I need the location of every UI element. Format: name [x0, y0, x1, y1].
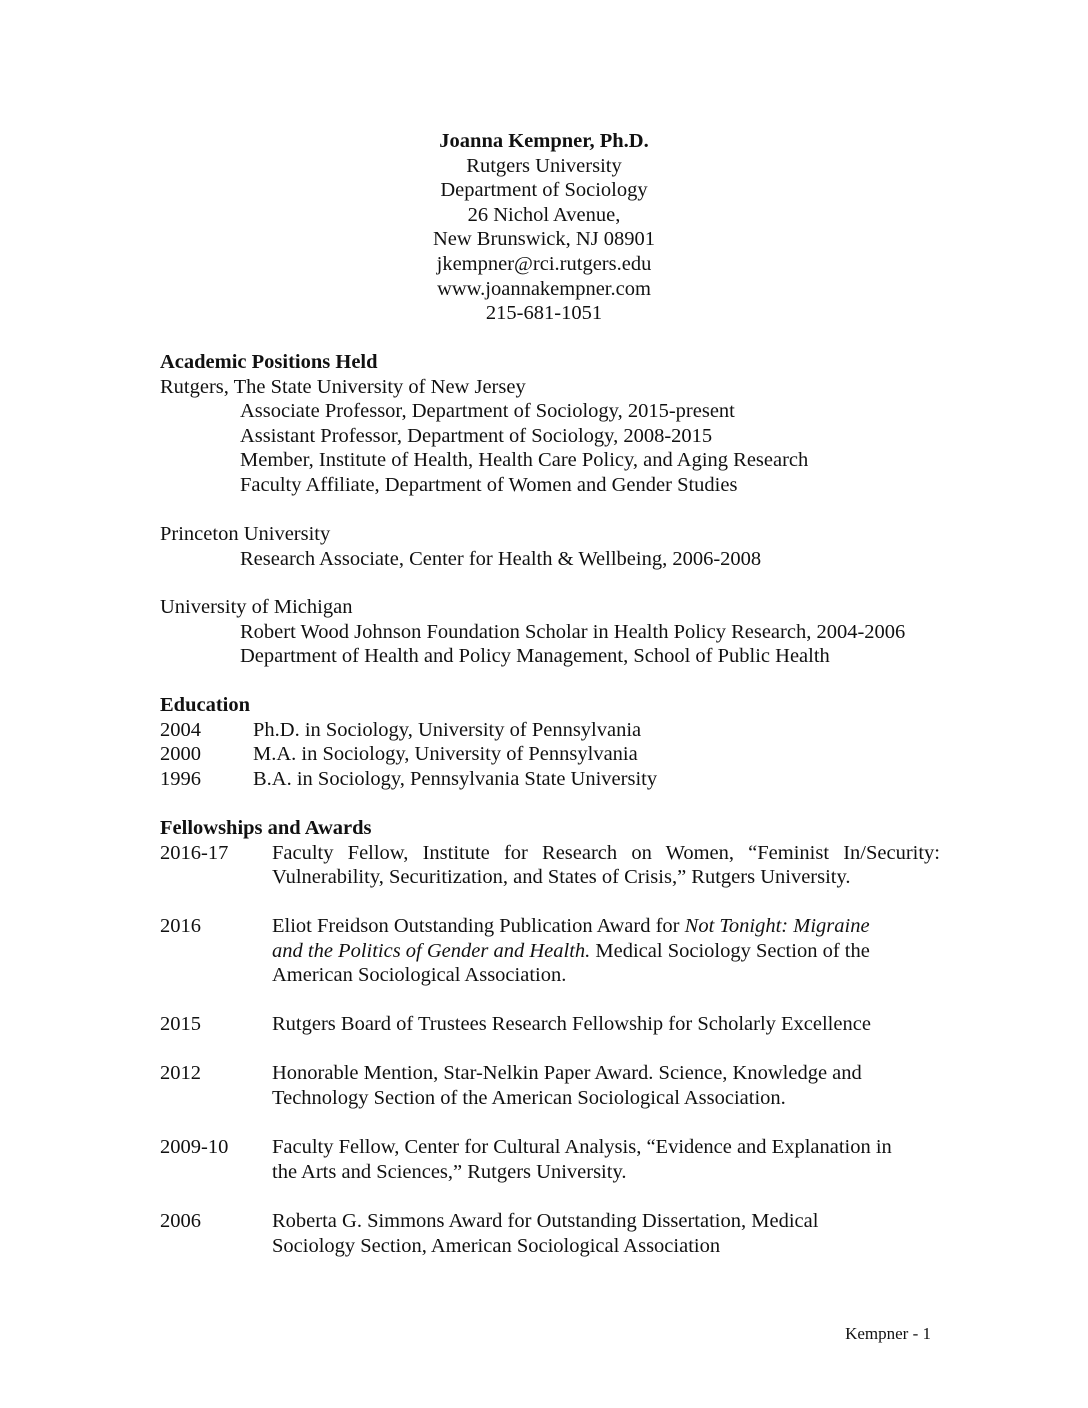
award-item — [160, 1012, 960, 1037]
award-year: 2016-17 — [160, 841, 229, 864]
institution-name: Rutgers, The State University of New Jersey — [160, 375, 526, 398]
award-line: American Sociological Association. — [272, 964, 567, 987]
award-item — [160, 1061, 960, 1110]
website-address: www.joannakempner.com — [437, 277, 651, 300]
email-address: jkempner@rci.rutgers.edu — [436, 252, 652, 275]
award-year: 2009-10 — [160, 1136, 229, 1158]
education-degree: Ph.D. in Sociology, University of Pennsylvania — [253, 718, 642, 741]
award-item — [160, 1135, 960, 1184]
award-text-plain: Medical Sociology Section of the — [590, 939, 870, 962]
education-year: 1996 — [160, 767, 201, 790]
award-description — [272, 914, 940, 988]
education-row — [160, 718, 960, 743]
award-line: Technology Section of the American Sociological Association. — [272, 1086, 786, 1109]
institution-name: University of Michigan — [160, 596, 353, 618]
award-year: 2015 — [160, 1013, 201, 1035]
award-line: Faculty Fellow, Center for Cultural Analysis, “Evidence and Explanation in — [272, 1136, 892, 1158]
position-item: Faculty Affiliate, Department of Women and Gender Studies — [240, 473, 738, 496]
award-item — [160, 841, 960, 890]
academic-positions-section — [160, 350, 960, 498]
award-item-2015 — [160, 1012, 960, 1037]
page-footer: Kempner - 1 — [845, 1324, 931, 1343]
award-text-plain: Eliot Freidson Outstanding Publication Award for — [272, 915, 685, 937]
affiliation-department: Department of Sociology — [440, 179, 648, 202]
award-year: 2016 — [160, 915, 201, 937]
phone-number: 215-681-1051 — [485, 302, 603, 325]
position-item: Robert Wood Johnson Foundation Scholar in Health Policy Research, 2004-2006 — [240, 620, 906, 643]
contact-header — [0, 129, 1088, 326]
award-description — [272, 841, 940, 890]
education-degree: B.A. in Sociology, Pennsylvania State University — [253, 767, 658, 790]
education-row — [160, 742, 960, 767]
position-item: Research Associate, Center for Health & Wellbeing, 2006-2008 — [240, 547, 762, 570]
award-item-2012 — [160, 1061, 960, 1110]
award-item-2016 — [160, 914, 960, 988]
award-line: Rutgers Board of Trustees Research Fellowship for Scholarly Excellence — [272, 1013, 871, 1035]
academic-positions-princeton — [160, 522, 960, 571]
award-line — [272, 914, 940, 939]
award-line: the Arts and Sciences,” Rutgers University. — [272, 1160, 627, 1183]
position-item: Member, Institute of Health, Health Care Policy, and Aging Research — [240, 449, 809, 472]
book-title: Not Tonight: Migraine — [684, 915, 870, 937]
award-line: Roberta G. Simmons Award for Outstanding Dissertation, Medical — [272, 1210, 819, 1232]
award-description — [272, 1209, 940, 1258]
affiliation-university: Rutgers University — [466, 154, 622, 177]
education-year: 2000 — [160, 743, 201, 766]
awards-section — [160, 816, 960, 890]
address-street: 26 Nichol Avenue, — [467, 203, 621, 226]
author-name: Joanna Kempner, Ph.D. — [439, 130, 649, 152]
award-item-2006 — [160, 1209, 960, 1258]
education-row — [160, 767, 960, 792]
award-line: Sociology Section, American Sociological Association — [272, 1234, 721, 1257]
education-degree: M.A. in Sociology, University of Pennsylvania — [253, 743, 638, 766]
section-title: Education — [160, 694, 250, 716]
award-line — [272, 939, 940, 964]
address-city: New Brunswick, NJ 08901 — [432, 228, 656, 251]
position-item: Assistant Professor, Department of Sociology, 2008-2015 — [240, 424, 713, 447]
award-item-2009-10 — [160, 1135, 960, 1184]
book-title: and the Politics of Gender and Health. — [272, 939, 591, 962]
academic-positions-michigan — [160, 595, 960, 669]
award-year: 2012 — [160, 1062, 201, 1084]
position-item: Department of Health and Policy Management, School of Public Health — [240, 645, 830, 668]
award-description — [272, 1061, 940, 1110]
award-year: 2006 — [160, 1210, 201, 1232]
institution-name: Princeton University — [160, 523, 331, 545]
award-description — [272, 1012, 940, 1037]
section-title: Fellowships and Awards — [160, 817, 372, 839]
section-title: Academic Positions Held — [160, 351, 378, 373]
award-item — [160, 914, 960, 988]
award-line: Faculty Fellow, Institute for Research on Women, “Feminist In/Security: — [272, 841, 940, 864]
education-section — [160, 693, 960, 791]
position-item: Associate Professor, Department of Sociology, 2015-present — [240, 400, 735, 423]
education-year: 2004 — [160, 718, 201, 741]
award-item — [160, 1209, 960, 1258]
award-line: Vulnerability, Securitization, and States of Crisis,” Rutgers University. — [272, 866, 851, 889]
award-description — [272, 1135, 940, 1184]
award-line: Honorable Mention, Star-Nelkin Paper Award. Science, Knowledge and — [272, 1062, 862, 1084]
